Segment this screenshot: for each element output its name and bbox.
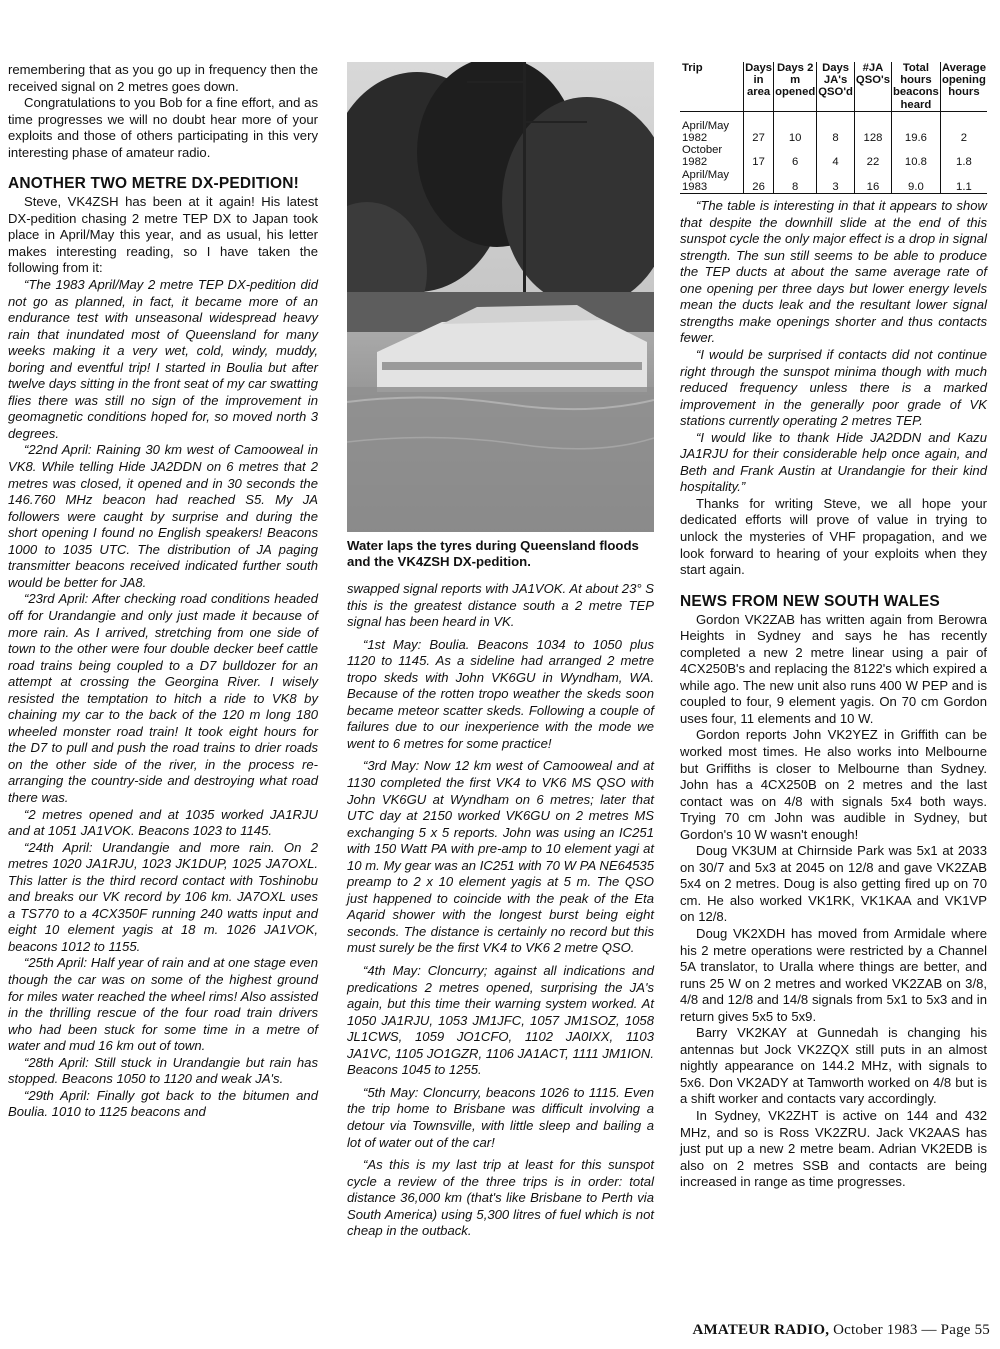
paragraph: Gordon VK2ZAB has written again from Berowra Heights in Sydney and says he has recently completed a new 2 metre linear using a pair of 4CX250B's and replacing the 8122's which expired a while ago. The new unit also runs 400 W PEP and is coupled to four, 9 element yagis. On 70 cm Gordon uses four, 11 elements and 10 W. [680,611,987,726]
flood-car-photo [347,62,654,532]
table-row [680,111,987,144]
table-header-cell: Average opening hours [940,62,987,111]
table-cell: 10.8 [892,144,941,168]
quote-paragraph: “I would be surprised if contacts did not continue right through the sunspot minima though with much reduced frequency unless there is a marked improvement in the generally poor grade of VK stations currently operating 2 metres TEP. [680,346,987,429]
quote-paragraph: “1st May: Boulia. Beacons 1034 to 1050 plus 1120 to 1145. As a sideline had arranged 2 metre tropo skeds with John VK6GU in Wyndham, WA. Because of the rotten tropo weather the skeds soon became meteor scatter skeds. Following a couple of failures due to our inexperience with the mode we went to 6 metres for some practice! [347,636,654,751]
column-1 [8,62,318,1121]
paragraph: Barry VK2KAY at Gunnedah is changing his antennas but Jock VK2ZQX still puts in an almost nightly appearance on 144.2 MHz, with signals to 5x6. Don VK2ADY at Tamworth worked on 4/8 but is a shift worker and contacts vary accordingly. [680,1025,987,1107]
flood-car-photo-illustration [347,62,654,532]
quote-paragraph: “4th May: Cloncurry; against all indications and predications 2 metres opened, surprising the JA's again, but this time their warning system worked. At 1050 JA1RJU, 1053 JM1JFC, 1057 JM1SOZ, 1058 JL1CWS, 1059 JO1CFO, 1102 JA0IXX, 1103 JA1VC, 1105 JO1GZR, 1106 JA1ACT, 1111 JM1ION. Beacons 1045 to 1255. [347,963,654,1078]
table-cell: October 1982 [682,144,723,169]
section-heading-dxpedition: ANOTHER TWO METRE DX-PEDITION! [8,175,300,193]
table-header-cell: Trip [680,62,744,111]
photo-caption: Water laps the tyres during Queensland floods and the VK4ZSH DX-pedition. [347,538,639,569]
paragraph: Thanks for writing Steve, we all hope your dedicated efforts will prove of value in trying to unlock the mysteries of VHF propagation, and we look forward to hearing of your exploits when they start again. [680,495,987,578]
page-footer [692,1322,990,1339]
paragraph: In Sydney, VK2ZHT is active on 144 and 432 MHz, and so is Ross VK2ZRU. Jack VK2AAS has just put up a new 2 metre beam. Adrian VK2EDB is also on 2 metres SSB and contacts are being increased in range as time progresses. [680,1108,987,1190]
quote-paragraph: “23rd April: After checking road conditions headed off for Urandangie and only just made it because of more rain. As I arrived, stretching from one side of town to the other were four double decker beef cattle road trains being coupled to a D7 bulldozer for an attempt at crossing the Georgina River. I wisely resisted the temptation to hitch a ride to VK8 by chaining my car to the back of the 120 m long 180 wheeled monster road train! It took eight hours for the D7 to pull and push the road trains to drier roads on the other side of the river, in the process re-arranging the country-side and destroying what road there was. [8,591,318,805]
table-header-cell: Days JA's QSO'd [817,62,855,111]
quote-paragraph: “As this is my last trip at least for this sunspot cycle a review of the three trips is in order: total distance 36,000 km (that's like Brisbane to Perth via South America) using 5,300 litres of fuel which is not cheap in the outback. [347,1157,654,1239]
quote-paragraph: “22nd April: Raining 30 km west of Camooweal in VK8. While telling Hide JA2DDN on 6 metres that 2 metres was closed, it opened and in 30 seconds the 146.760 MHz beacon had reached S5. My JA followers were caught by surprise and during the short opening I found no English speakers! Beacons 1000 to 1035 UTC. The distribution of JA paging transmitter beacons received indicated further south would be better for JA8. [8,442,318,590]
paragraph: Doug VK2XDH has moved from Armidale where his 2 metre operations were restricted by a Channel 5A translator, to Uralla where things are better, and runs 25 W on 2 metres and worked VK2ZAB on 3/8, 4/8 and 12/8 and 14/8 signals from 5x1 to 5x3 and in return gives 5x5 to 5x9. [680,926,987,1024]
table-header-cell: Total hours beacons heard [893,62,939,111]
table-cell: 1.1 [940,169,987,194]
table-cell: 1.8 [940,144,987,168]
quote-paragraph: swapped signal reports with JA1VOK. At about 23° S this is the greatest distance south a 2 metre TEP signal has been heard in VK. [347,581,654,630]
table-cell: 10 [774,111,817,144]
table-cell: 8 [817,111,855,144]
table-row [680,144,987,168]
column-3 [680,62,987,1191]
paragraph: Steve, VK4ZSH has been at it again! His latest DX-pedition chasing 2 metre TEP DX to Japan took place in April/May this year, and as usual, his letter makes interesting reading, so I have taken the following from it: [8,194,318,276]
table-cell: 3 [817,169,855,194]
paragraph: Congratulations to you Bob for a fine effort, and as time progresses we will no doubt hear more of your exploits and those of others participating in this very interesting phase of amateur radio. [8,95,318,160]
table-cell: 16 [854,169,891,194]
table-header-row [680,62,987,111]
section-heading-nsw: NEWS FROM NEW SOUTH WALES [680,592,940,610]
table-header-cell: Days in area [744,62,774,111]
magazine-title: AMATEUR RADIO, [692,1322,830,1338]
quote-paragraph: “3rd May: Now 12 km west of Camooweal and at 1130 completed the first VK4 to VK6 MS QSO with John VK6GU at Wyndham on 6 metres; later that UTC day at 2150 worked VK6GU on 2 metres MS exchanging 5 x 5 reports. John was using an IC251 with 150 Watt PA with pre-amp to 10 element yagi at 10 m. My gear was an IC251 with 70 W PA NE64535 preamp to 2 x 10 element yagis at 5 m. The QSO just happened to coincide with the peak of the Eta Aqarid shower with the longest burst being eight seconds. The distance is certainly no record but this must surely be the first VK4 to VK6 2 metre QSO. [347,758,654,956]
quote-paragraph: “I would like to thank Hide JA2DDN and Kazu JA1RJU for their considerable help once again, and Beth and Frank Austin at Urandangie for their kind hospitality.” [680,429,987,495]
quote-paragraph: “5th May: Cloncurry, beacons 1026 to 1115. Even the trip home to Brisbane was difficult involving a detour via Townsville, with little sleep and bailing a lot of water out of the car! [347,1084,654,1150]
paragraph: Gordon reports John VK2YEZ in Griffith can be worked most times. He also works into Melbourne but Griffiths is closer to Melbourne than Sydney. John has a 4CX250B on 2 metres and the last contact was on 4/8 with signals 5x4 both ways. Trying 70 cm John was audible in Sydney, but Gordon's 10 W wasn't enough! [680,727,987,842]
table-cell: 4 [817,144,855,168]
paragraph: Doug VK3UM at Chirnside Park was 5x1 at 2033 on 30/7 and 5x3 at 2045 on 12/8 and gave VK2ZAB 5x4 on 2 metres. Doug is also getting fired up on 70 cm. He also worked VK1RK, VK1KAA and VK1VP on 12/8. [680,843,987,925]
quote-paragraph: “28th April: Still stuck in Urandangie but rain has stopped. Beacons 1050 to 1120 and weak JA's. [8,1054,318,1087]
table-cell: 27 [744,111,774,144]
table-cell: 8 [774,169,817,194]
table-header-cell: #JA QSO's [854,62,891,111]
table-cell: 17 [744,144,774,168]
quote-paragraph: “The table is interesting in that it appears to show that despite the downhill slide at the end of this sunspot cycle the only major effect is a drop in signal strength. The sun still seems to be able to produce the TEP ducts at about the same average rate of one opening per three days but lower energy levels mean the ducts leak and the resultant lower signal strengths make openings shorter and thus contacts fewer. [680,198,987,346]
trip-statistics-table [680,62,987,194]
table-row [680,169,987,194]
quote-paragraph: “2 metres opened and at 1035 worked JA1RJU and at 1051 JA1VOK. Beacons 1023 to 1145. [8,806,318,839]
quote-paragraph: “25th April: Half year of rain and at one stage even though the car was on some of the highest ground for miles water reached the wheel rims! Also assisted in the thrilling rescue of the four road train drivers who had been stuck for some time in a metre of water and mud 16 km out of town. [8,955,318,1054]
table-cell: April/May 1983 [682,168,730,193]
paragraph: remembering that as you go up in frequency then the received signal on 2 metres goes down. [8,62,318,94]
table-header-cell: Days 2 m opened [774,62,817,111]
table-cell: 9.0 [892,169,941,194]
quote-paragraph: “24th April: Urandangie and more rain. On 2 metres 1020 JA1RJU, 1023 JK1DUP, 1025 JA7OXL. This latter is the third record contact with Toshinobu and breaks our VK record by 106 km. JA7OXL uses a TS770 to a 4CX350F running 240 watts input and eight 10 element yagis at 18 m. 1026 JA1VOK, beacons 1012 to 1155. [8,839,318,954]
table-cell: April/May 1982 [682,119,730,145]
table-cell: 19.6 [892,111,941,144]
quote-paragraph: “The 1983 April/May 2 metre TEP DX-pedition did not go as planned, in fact, it became more of an endurance test with unseasonal widespread heavy rain that inundated most of Queensland for many weeks making it a very wet, cold, windy, muddy, boring and eventful trip! I started in Boulia but after twelve days sitting in the front seat of my car swatting flies there was still no sign of the improvement in geomagnetic conditions hoped for, so moved north 3 degrees. [8,277,318,441]
table-cell: 26 [744,169,774,194]
issue-page-label: October 1983 — Page 55 [829,1322,990,1338]
table-cell: 6 [774,144,817,168]
quote-paragraph: “29th April: Finally got back to the bitumen and Boulia. 1010 to 1125 beacons and [8,1087,318,1120]
table-cell: 2 [940,111,987,144]
table-cell: 128 [854,111,891,144]
column-2 [347,62,654,1240]
table-cell: 22 [854,144,891,168]
